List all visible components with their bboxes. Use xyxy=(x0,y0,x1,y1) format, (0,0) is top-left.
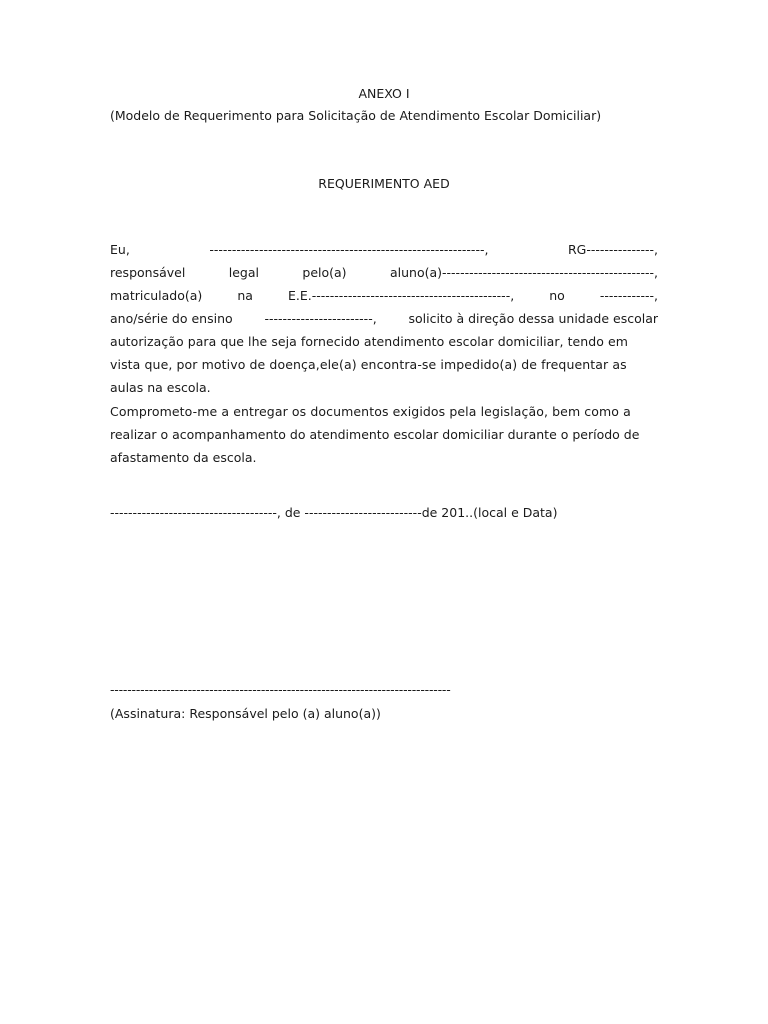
rg-blank: RG---------------, xyxy=(567,242,658,257)
paragraph-line: vista que, por motivo de doença,ele(a) encontra-se impedido(a) de frequentar as xyxy=(110,357,627,372)
name-blank: -------------------------------------------------------------, xyxy=(209,242,489,257)
text-segment: responsável xyxy=(110,265,186,280)
paragraph-line: realizar o acompanhamento do atendimento escolar domiciliar durante o período de xyxy=(110,427,640,442)
paragraph-line: afastamento da escola. xyxy=(110,450,257,465)
signature-line: ------------------------------------------------------------------------------- xyxy=(110,682,451,697)
number-blank: ------------, xyxy=(599,288,658,303)
text-segment: na xyxy=(237,288,253,303)
paragraph-line: Comprometo-me a entregar os documentos exigidos pela legislação, bem como a xyxy=(110,404,631,419)
text-segment: ano/série do ensino xyxy=(110,311,233,326)
annex-subtitle: (Modelo de Requerimento para Solicitação de Atendimento Escolar Domiciliar) xyxy=(110,108,602,123)
commitment-paragraph xyxy=(110,400,658,469)
paragraph-line: autorização para que lhe seja fornecido atendimento escolar domiciliar, tendo em xyxy=(110,334,628,349)
text-segment: pelo(a) xyxy=(302,265,347,280)
paragraph-line xyxy=(110,307,658,330)
paragraph-line xyxy=(110,238,658,261)
request-title: REQUERIMENTO AED xyxy=(318,176,450,191)
paragraph-line xyxy=(110,261,658,284)
signature-caption: (Assinatura: Responsável pelo (a) aluno(a)) xyxy=(110,706,381,721)
text-segment: Eu, xyxy=(110,242,130,257)
request-paragraph xyxy=(110,238,658,399)
text-segment: solicito à direção dessa unidade escolar xyxy=(408,311,658,326)
school-blank: E.E.--------------------------------------------, xyxy=(288,288,515,303)
text-segment: matriculado(a) xyxy=(110,288,203,303)
text-segment: no xyxy=(549,288,565,303)
place-date-line: -------------------------------------, de --------------------------de 201..(local e Data) xyxy=(110,505,558,520)
annex-title: ANEXO I xyxy=(358,86,410,101)
student-blank: aluno(a)-----------------------------------------------, xyxy=(389,265,658,280)
paragraph-line xyxy=(110,284,658,307)
text-segment: legal xyxy=(228,265,259,280)
paragraph-line: aulas na escola. xyxy=(110,380,211,395)
grade-blank: ------------------------, xyxy=(264,311,377,326)
